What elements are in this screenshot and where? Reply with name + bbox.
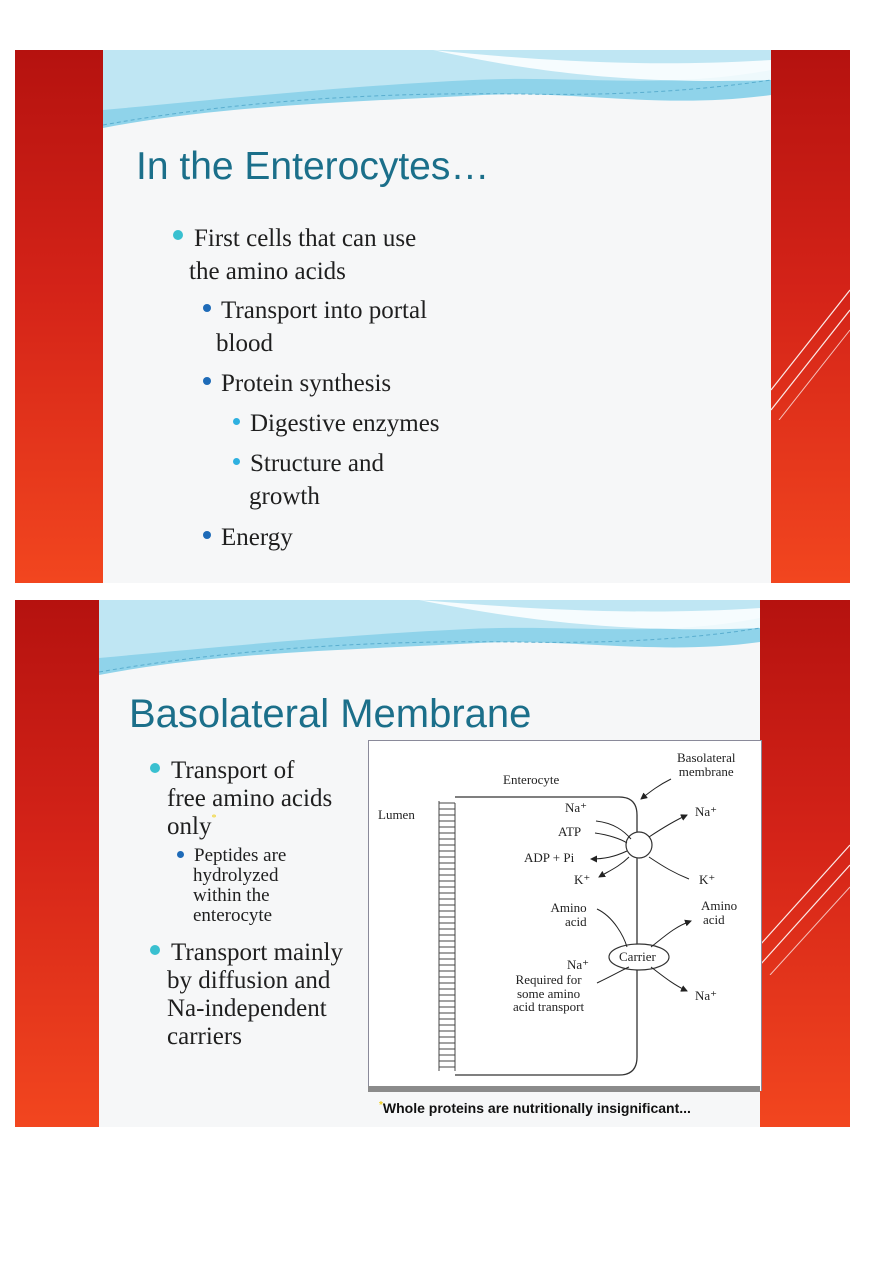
footnote-star: * bbox=[379, 1100, 383, 1111]
header-wave bbox=[103, 50, 771, 145]
bullet-dot bbox=[233, 418, 240, 425]
sub-bullet-text: Peptides are bbox=[194, 845, 287, 866]
bullet-dot bbox=[203, 531, 211, 539]
label-line: some amino bbox=[516, 985, 581, 1001]
slide-left-border bbox=[15, 600, 99, 1127]
decorative-lines bbox=[771, 280, 850, 420]
label-line: Amino bbox=[550, 900, 587, 915]
slide-content-panel bbox=[103, 50, 771, 583]
bullet-text: by diffusion and bbox=[167, 967, 331, 994]
bullet-dot bbox=[203, 377, 211, 385]
label-line: Basolateral bbox=[677, 750, 736, 765]
bullet-text bbox=[167, 814, 216, 839]
label-line: Required for bbox=[515, 972, 582, 987]
bullet-text: Transport of bbox=[171, 757, 295, 784]
slide-right-border bbox=[760, 600, 850, 1127]
slide-basolateral-membrane bbox=[15, 600, 850, 1127]
label-line: Amino bbox=[701, 898, 738, 913]
slide-title: Basolateral Membrane bbox=[129, 692, 532, 736]
label-amino-acid-in bbox=[549, 901, 587, 928]
label-na-in: Na⁺ bbox=[565, 800, 588, 815]
bullet-dot bbox=[203, 304, 211, 312]
decorative-lines bbox=[760, 835, 850, 975]
slide-enterocytes bbox=[15, 50, 850, 583]
bullet-text: First cells that can use bbox=[194, 225, 417, 252]
label-carrier: Carrier bbox=[619, 949, 656, 964]
bullet-text: carriers bbox=[167, 1023, 242, 1050]
label-k-out: K⁺ bbox=[699, 872, 716, 887]
label-adp-pi: ADP + Pi bbox=[524, 850, 575, 865]
bullet-text: Transport mainly bbox=[171, 939, 343, 966]
bullet-text: Na-independent bbox=[167, 995, 327, 1022]
label-k-in: K⁺ bbox=[574, 872, 591, 887]
slide-title: In the Enterocytes… bbox=[136, 145, 490, 188]
label-lumen: Lumen bbox=[378, 807, 415, 822]
bullet-text: free amino acids bbox=[167, 785, 333, 812]
bullet-text-only: only bbox=[167, 813, 212, 840]
label-line: acid bbox=[703, 911, 725, 927]
bullet-dot bbox=[177, 851, 184, 858]
footnote bbox=[379, 1100, 691, 1116]
label-na-lower: Na⁺ bbox=[567, 957, 590, 972]
bullet-dot bbox=[173, 230, 183, 240]
bullet-text: Digestive enzymes bbox=[250, 410, 440, 437]
sub-bullet-text: within the bbox=[193, 885, 270, 906]
label-amino-acid-out bbox=[701, 899, 737, 926]
label-atp: ATP bbox=[558, 824, 582, 839]
bullet-dot bbox=[233, 458, 240, 465]
label-na-out-bottom: Na⁺ bbox=[695, 988, 718, 1003]
slide-left-border bbox=[15, 50, 103, 583]
sub-bullet-text: hydrolyzed bbox=[193, 865, 279, 886]
diagram-shadow bbox=[368, 1086, 760, 1092]
label-line: acid transport bbox=[513, 999, 585, 1015]
label-basolateral-membrane bbox=[677, 751, 735, 778]
label-enterocyte: Enterocyte bbox=[503, 772, 560, 787]
label-line: acid bbox=[565, 913, 587, 929]
footnote-star: * bbox=[211, 813, 217, 824]
bullet-text: Energy bbox=[221, 524, 293, 551]
sub-bullet-text: enterocyte bbox=[193, 905, 273, 926]
bullet-text: Protein synthesis bbox=[221, 370, 392, 397]
bullet-dot bbox=[150, 763, 160, 773]
slide-right-border bbox=[771, 50, 850, 583]
bullet-text: Structure and bbox=[250, 450, 384, 477]
label-required-note bbox=[513, 973, 584, 1014]
label-na-out-top: Na⁺ bbox=[695, 804, 718, 819]
label-line: membrane bbox=[678, 763, 734, 779]
bullet-text: Transport into portal bbox=[221, 297, 428, 324]
bullet-text: growth bbox=[249, 483, 320, 510]
header-wave bbox=[99, 600, 760, 695]
basolateral-transport-diagram bbox=[368, 740, 762, 1091]
footnote-text: Whole proteins are nutritionally insignificant... bbox=[382, 1100, 691, 1116]
bullet-dot bbox=[150, 945, 160, 955]
bullet-text: the amino acids bbox=[189, 258, 346, 285]
bullet-text: blood bbox=[216, 330, 273, 357]
